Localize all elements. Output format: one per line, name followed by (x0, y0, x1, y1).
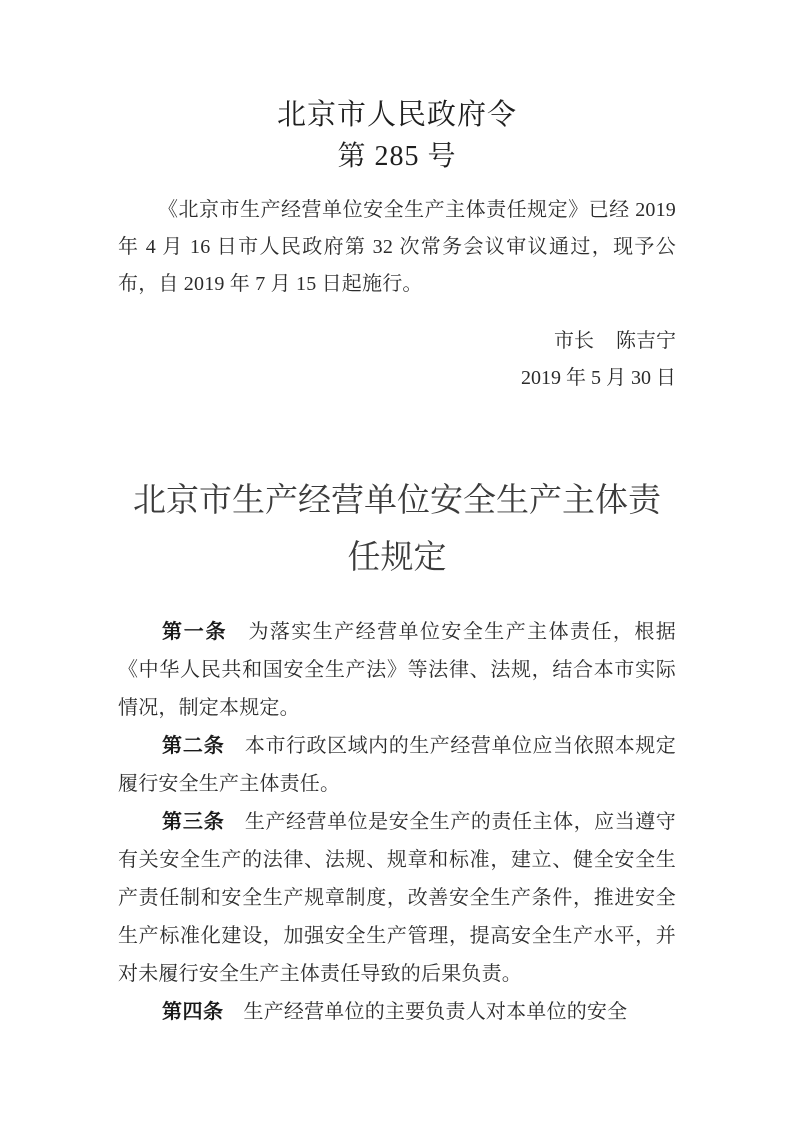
article-label: 第三条 (162, 811, 225, 833)
article-item (118, 993, 676, 1031)
articles-list (118, 613, 676, 1031)
signature-name: 陈吉宁 (616, 330, 676, 352)
article-text: 为落实生产经营单位安全生产主体责任，根据《中华人民共和国安全生产法》等法律、法规，结合本市实际情况，制定本规定。 (118, 621, 677, 719)
article-label: 第四条 (162, 1001, 224, 1023)
article-item (118, 727, 676, 803)
signature-role-label: 市长 (554, 330, 594, 352)
decree-header (118, 0, 676, 178)
decree-preamble-paragraph: 《北京市生产经营单位安全生产主体责任规定》已经 2019 年 4 月 16 日市人民政府第 32 次常务会议审议通过，现予公布，自 2019 年 7 月 15 日起施行。 (118, 199, 676, 295)
article-label: 第二条 (162, 735, 225, 757)
article-item (118, 613, 676, 727)
article-label: 第一条 (162, 621, 228, 643)
article-text: 生产经营单位的主要负责人对本单位的安全 (243, 1001, 628, 1023)
signature-date: 2019 年 5 月 30 日 (521, 367, 676, 389)
decree-number: 第 285 号 (337, 141, 457, 172)
regulation-title: 北京市生产经营单位安全生产主体责任规定 (133, 480, 661, 576)
article-text: 生产经营单位是安全生产的责任主体，应当遵守有关安全生产的法律、法规、规章和标准，建立、健全安全生产责任制和安全生产规章制度，改善安全生产条件，推进安全生产标准化建设，加强安全生产管理，提高安全生产水平，并对未履行安全生产主体责任导致的后果负责。 (118, 811, 677, 985)
document-content-column (118, 0, 676, 1031)
signature-block (118, 323, 676, 397)
article-item (118, 803, 676, 993)
signature-name-line (118, 323, 676, 360)
article-text: 本市行政区域内的生产经营单位应当依照本规定履行安全生产主体责任。 (118, 735, 677, 795)
decree-title: 北京市人民政府令 (276, 99, 517, 131)
